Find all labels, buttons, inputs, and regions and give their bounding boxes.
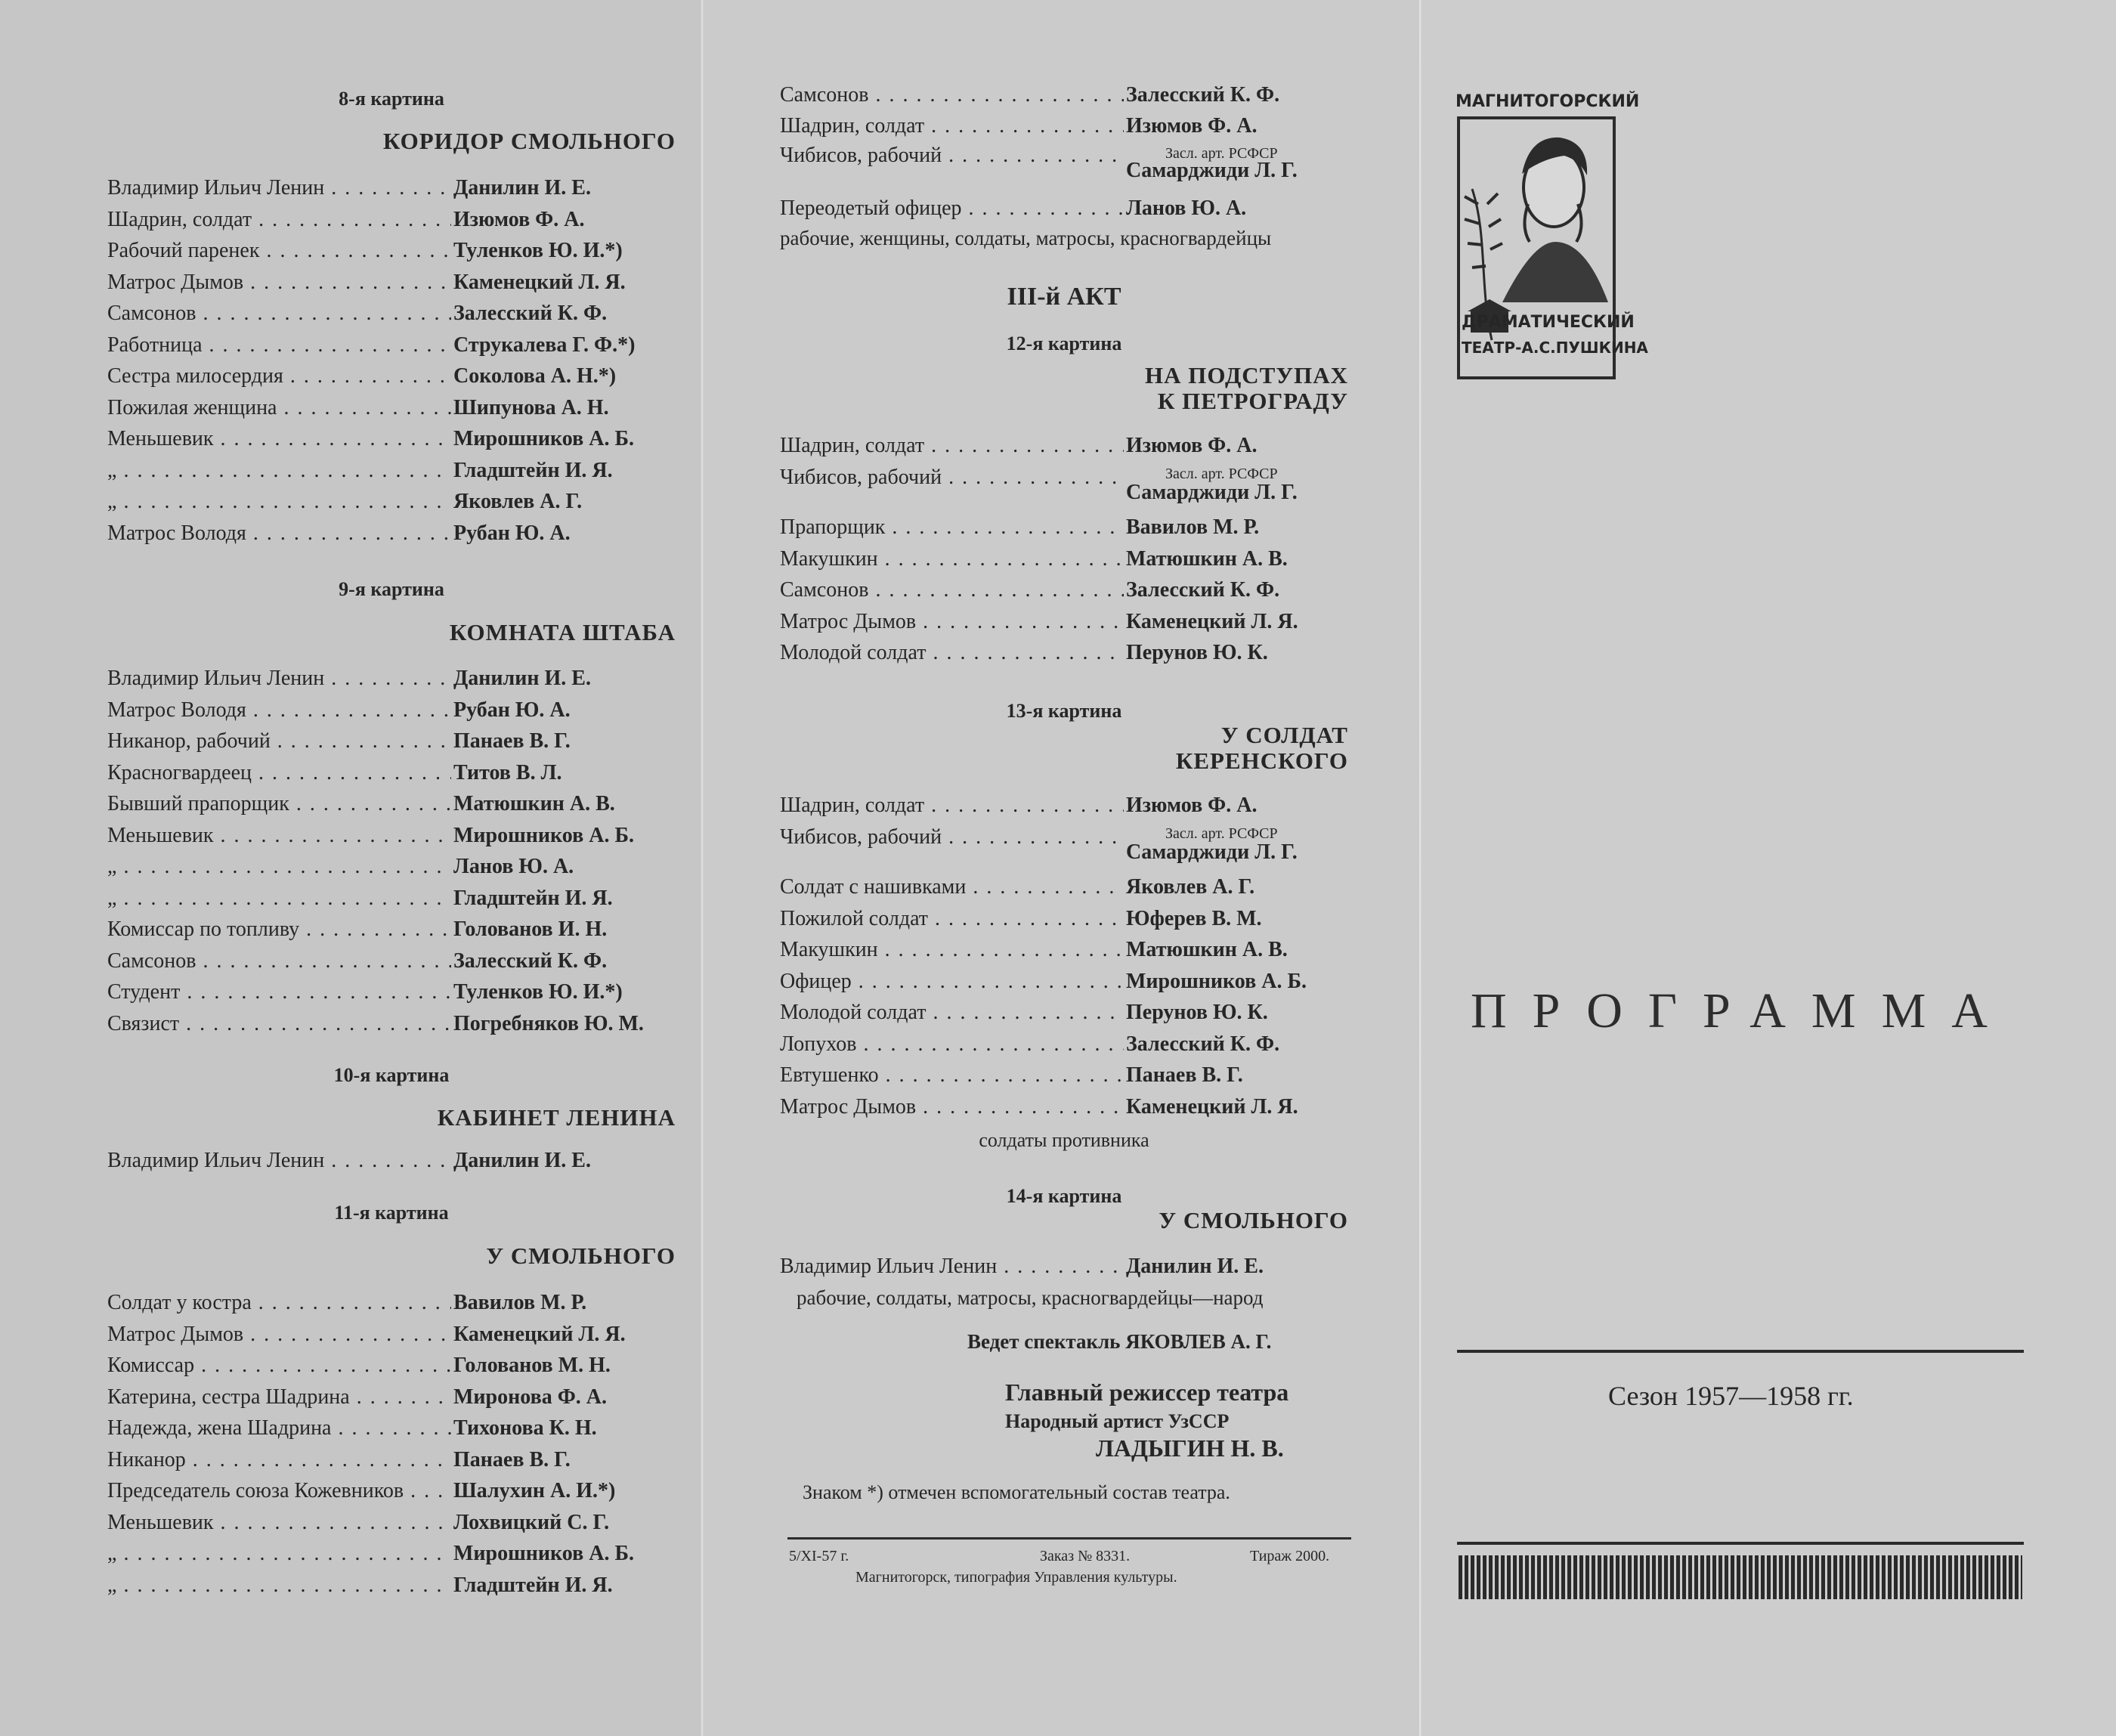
role-name: Матрос Володя . . . [107,698,451,723]
cast-row [780,1255,1348,1285]
actor-name: Гладштейн И. Я. [453,458,613,482]
actor-name: Каменецкий Л. Я. [453,270,626,294]
actor-name: Лохвицкий С. Г. [453,1510,610,1534]
role-name: Евтушенко . . . [780,1063,1124,1088]
cast-row [780,1001,1348,1031]
cast-row [780,114,1348,144]
scene-place: КОРИДОР СМОЛЬНОГО [382,128,676,154]
scene-label: 8-я картина [339,88,444,110]
actor-name: Перунов Ю. К. [1126,641,1268,664]
cast-row [107,1542,676,1572]
cast-row [780,434,1348,464]
actor-name: Струкалева Г. Ф.*) [453,333,636,357]
actor-name: Голованов М. Н. [453,1354,611,1377]
cast-row [780,83,1348,113]
scene-place: У СМОЛЬНОГО [486,1242,676,1269]
role-name: Владимир Ильич Ленин . . . [107,1149,451,1173]
cast-row [107,918,676,948]
role-name: Владимир Ильич Ленин . . . [107,176,451,200]
cast-row [107,427,676,457]
actor-name: Данилин И. Е. [453,176,591,200]
role-name: Матрос Дымов . . . [107,271,451,295]
cover-rule [1457,1542,2024,1545]
scene-place: НА ПОДСТУПАХ [1145,362,1348,388]
role-name: Шадрин, солдат . . . [780,794,1124,818]
role-name: Никанор . . . [107,1448,451,1472]
fold-line [700,0,704,1736]
cast-row [107,1149,676,1179]
scene-label: 11-я картина [334,1202,449,1224]
role-name: „ . . . [107,887,451,911]
cast-row [107,667,676,697]
scene-place: У СМОЛЬНОГО [1159,1207,1348,1233]
imprint-rule [787,1537,1351,1540]
actor-name: Шипунова А. Н. [453,395,609,419]
actor-name: Изюмов Ф. А. [1126,114,1258,138]
role-name: Бывший прапорщик . . . [107,792,451,816]
season-text: Сезон 1957—1958 гг. [1608,1381,1854,1411]
role-name: Меньшевик . . . [107,824,451,848]
cast-row [107,1385,676,1416]
cast-row [107,521,676,552]
role-name: Владимир Ильич Ленин . . . [780,1255,1124,1279]
actor-name: Яковлев А. Г. [1126,875,1255,899]
cast-row [780,610,1348,640]
actor-name: Ланов Ю. А. [1126,196,1247,220]
role-name: Самсонов . . . [780,83,1124,107]
scene-label: 9-я картина [339,578,444,600]
actor-name: Туленков Ю. И.*) [453,980,623,1004]
actor-name: Погребняков Ю. М. [453,1011,644,1035]
actor-name: Яковлев А. Г. [453,490,583,513]
fold-line [1418,0,1422,1736]
role-name: Студент . . . [107,980,451,1004]
actor-name: Изюмов Ф. А. [1126,794,1258,817]
cast-row [107,1323,676,1353]
imprint-press: Магнитогорск, типография Управления культуры. [855,1569,1177,1586]
actor-title: Засл. арт. РСФСР [1165,145,1278,162]
role-name: Чибисов, рабочий . . . [780,825,1124,849]
role-name: Меньшевик . . . [107,1511,451,1535]
logo-bottom-text: ДРАМАТИЧЕСКИЙ [1462,313,1635,332]
actor-name: Рубан Ю. А. [453,698,571,722]
cast-row [107,729,676,760]
actor-name: Панаев В. Г. [1126,1063,1243,1087]
role-name: „ . . . [107,855,451,879]
role-name: „ . . . [107,459,451,483]
imprint-order: Заказ № 8331. [1040,1548,1131,1564]
role-name: Красногвардеец . . . [107,761,451,785]
role-name: Офицер . . . [780,970,1124,994]
actor-name: Перунов Ю. К. [1126,1001,1268,1024]
role-name: Матрос Дымов . . . [107,1323,451,1347]
role-name: Молодой солдат . . . [780,1001,1124,1025]
role-name: Самсонов . . . [107,302,451,326]
actor-name: Титов В. Л. [453,760,562,784]
actor-name: Матюшкин А. В. [1126,546,1288,571]
crowd-line: рабочие, солдаты, матросы, красногвардейцы—народ [797,1286,1264,1309]
cast-row [107,1291,676,1321]
actor-name: Залесский К. Ф. [453,948,608,973]
role-name: Владимир Ильич Ленин . . . [107,667,451,691]
cast-row [107,1012,676,1042]
role-name: Рабочий паренек . . . [107,239,451,263]
scene-place: К ПЕТРОГРАДУ [1157,388,1348,414]
crowd-line: солдаты противника [979,1129,1149,1151]
actor-name: Мирошников А. Б. [453,1542,634,1565]
role-name: Шадрин, солдат . . . [780,434,1124,458]
cast-row [107,396,676,426]
actor-name: Юферев В. М. [1126,906,1262,930]
actor-name: Матюшкин А. В. [1126,938,1288,961]
director-name: ЛАДЫГИН Н. В. [1096,1434,1284,1462]
actor-name: Голованов И. Н. [453,918,608,941]
scene-place: У СОЛДАТ [1220,722,1348,748]
role-name: Матрос Дымов . . . [780,1095,1124,1119]
actor-name: Тихонова К. Н. [453,1416,597,1440]
actor-title: Засл. арт. РСФСР [1165,466,1278,482]
scene-label: 13-я картина [1006,700,1122,722]
cast-row [107,1511,676,1541]
cast-row [107,792,676,822]
role-name: Лопухов . . . [780,1032,1124,1057]
scene-label: 10-я картина [333,1064,450,1086]
cast-row [780,1063,1348,1094]
role-name: Макушкин . . . [780,547,1124,571]
cast-row [107,176,676,206]
role-name: Чибисов, рабочий . . . [780,466,1124,490]
role-name: Солдат с нашивками . . . [780,875,1124,899]
role-name: Матрос Володя . . . [107,521,451,546]
cast-row [107,1574,676,1604]
role-name: Прапорщик . . . [780,515,1124,540]
actor-name: Самарджиди Л. Г. [1126,481,1298,504]
role-name: Работница . . . [107,333,451,357]
actor-name: Данилин И. Е. [453,667,591,690]
cast-row [107,1416,676,1447]
imprint-date: 5/XI-57 г. [789,1548,849,1564]
actor-name: Панаев В. Г. [453,1447,571,1471]
cast-row [780,196,1348,227]
cast-row [780,970,1348,1000]
role-name: Солдат у костра . . . [107,1291,451,1315]
cast-row [107,855,676,885]
cast-row [107,980,676,1010]
cast-row [107,271,676,301]
cast-row [107,1354,676,1384]
role-name: Катерина, сестра Шадрина . . . [107,1385,451,1410]
cast-row [107,239,676,269]
cast-row [780,875,1348,905]
conductor-line: Ведет спектакль ЯКОВЛЕВ А. Г. [967,1330,1272,1353]
role-name: Никанор, рабочий . . . [107,729,451,754]
role-name: Председатель союза Кожевников . . . [107,1479,451,1503]
crowd-line: рабочие, женщины, солдаты, матросы, красногвардейцы [780,227,1272,249]
actor-name: Каменецкий Л. Я. [453,1322,626,1346]
actor-name: Залесский К. Ф. [453,302,608,325]
director-rank: Народный артист УзССР [1005,1410,1230,1432]
scene-place: КАБИНЕТ ЛЕНИНА [437,1104,676,1131]
role-name: Молодой солдат . . . [780,641,1124,665]
decorative-band [1459,1555,2022,1599]
actor-title: Засл. арт. РСФСР [1165,825,1278,842]
role-name: „ . . . [107,1542,451,1566]
role-name: Шадрин, солдат . . . [107,208,451,232]
role-name: Пожилая женщина . . . [107,396,451,420]
role-name: Комиссар по топливу . . . [107,918,451,942]
cast-row [780,515,1348,546]
actor-name: Вавилов М. Р. [453,1291,587,1314]
cast-row [107,490,676,520]
scene-label: 14-я картина [1006,1185,1122,1207]
cast-row [107,949,676,979]
cast-row [107,1479,676,1509]
role-name: Меньшевик . . . [107,427,451,451]
cast-row [107,1448,676,1478]
actor-name: Данилин И. Е. [453,1149,591,1172]
cast-row [780,466,1348,504]
actor-name: Вавилов М. Р. [1126,515,1260,539]
imprint-run: Тираж 2000. [1250,1548,1330,1564]
footnote: Знаком *) отмечен вспомогательный состав театра. [803,1481,1230,1503]
middle-panel [703,0,1421,1736]
pushkin-portrait-logo [1457,91,1617,381]
cast-row [107,333,676,364]
cast-row [780,825,1348,864]
role-name: Чибисов, рабочий . . . [780,144,1124,168]
cast-row [780,1032,1348,1063]
cast-row [107,208,676,238]
actor-name: Соколова А. Н.*) [453,364,617,388]
cast-row [107,698,676,729]
cast-row [107,459,676,489]
scene-place: КЕРЕНСКОГО [1175,747,1348,774]
actor-name: Гладштейн И. Я. [453,1573,613,1597]
cast-row [780,144,1348,182]
actor-name: Каменецкий Л. Я. [1126,609,1298,633]
actor-name: Изюмов Ф. А. [453,207,585,231]
cast-row [780,641,1348,671]
role-name: Самсонов . . . [780,578,1124,602]
actor-name: Мирошников А. Б. [453,427,634,450]
cover-rule [1457,1350,2024,1353]
cast-row [780,938,1348,968]
cast-row [107,302,676,332]
role-name: Макушкин . . . [780,938,1124,962]
role-name: Матрос Дымов . . . [780,610,1124,634]
actor-name: Залесский К. Ф. [1126,578,1280,602]
cast-row [780,1095,1348,1125]
actor-name: Залесский К. Ф. [1126,83,1280,107]
scene-place: КОМНАТА ШТАБА [449,619,676,645]
role-name: Связист . . . [107,1012,451,1036]
actor-name: Шалухин А. И.*) [453,1479,616,1502]
actor-name: Рубан Ю. А. [453,521,571,545]
actor-name: Изюмов Ф. А. [1126,434,1258,457]
actor-name: Ланов Ю. А. [453,855,574,878]
actor-name: Гладштейн И. Я. [453,886,613,910]
actor-name: Туленков Ю. И.*) [453,239,623,262]
actor-name: Каменецкий Л. Я. [1126,1094,1298,1119]
actor-name: Панаев В. Г. [453,729,571,753]
cast-row [107,824,676,854]
role-name: Переодетый офицер . . . [780,196,1124,221]
cast-row [780,547,1348,577]
actor-name: Мирошников А. Б. [1126,969,1307,993]
role-name: Сестра милосердия . . . [107,364,451,388]
cast-row [780,578,1348,608]
actor-name: Залесский К. Ф. [1126,1032,1280,1056]
program-title: ПРОГРАММА [1471,983,2013,1038]
actor-name: Мирошников А. Б. [453,823,634,847]
cast-row [107,887,676,917]
actor-name: Матюшкин А. В. [453,792,615,815]
role-name: Комиссар . . . [107,1354,451,1378]
director-title: Главный режиссер театра [1005,1379,1289,1406]
role-name: Самсонов . . . [107,949,451,973]
actor-name: Самарджиди Л. Г. [1126,840,1298,864]
actor-name: Самарджиди Л. Г. [1126,159,1298,182]
role-name: Пожилой солдат . . . [780,907,1124,931]
cast-row [107,364,676,395]
cast-row [107,761,676,791]
actor-name: Данилин И. Е. [1126,1255,1264,1278]
cast-row [780,907,1348,937]
act-title: III-й АКТ [1007,283,1121,311]
cast-row [780,794,1348,824]
role-name: „ . . . [107,1574,451,1598]
logo-bottom-text: ТЕАТР-А.С.ПУШКИНА [1462,339,1648,357]
actor-name: Миронова Ф. А. [453,1385,607,1409]
role-name: Шадрин, солдат . . . [780,114,1124,138]
role-name: „ . . . [107,490,451,514]
role-name: Надежда, жена Шадрина . . . [107,1416,451,1440]
logo-top-text: МАГНИТОГОРСКИЙ [1456,92,1640,111]
scene-label: 12-я картина [1006,333,1122,354]
